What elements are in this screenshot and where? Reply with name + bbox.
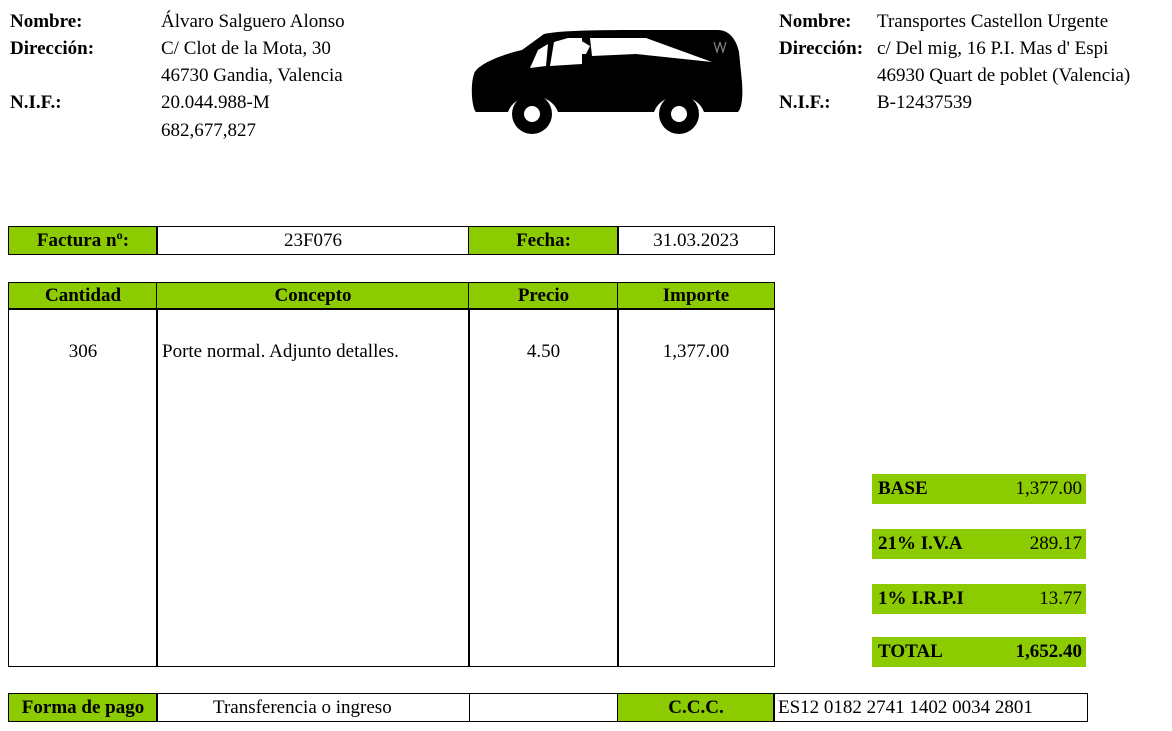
cliente-nif-label: N.I.F.:	[779, 92, 831, 113]
factura-fecha: 31.03.2023	[617, 226, 775, 255]
emisor-telefono: 682,677,827	[161, 120, 256, 141]
van-icon	[466, 16, 748, 134]
emisor-nombre: Álvaro Salguero Alonso	[161, 11, 345, 32]
row-precio: 4.50	[526, 341, 561, 362]
row-concepto: Porte normal. Adjunto detalles.	[162, 341, 399, 362]
cliente-direccion-2: 46930 Quart de poblet (Valencia)	[877, 65, 1131, 86]
iva-label: 21% I.V.A	[878, 533, 963, 554]
total-label: TOTAL	[878, 641, 943, 662]
emisor-direccion-2: 46730 Gandia, Valencia	[161, 65, 343, 86]
ccc-label: C.C.C.	[617, 693, 775, 722]
ccc-value: ES12 0182 2741 1402 0034 2801	[773, 693, 1088, 722]
factura-fecha-label: Fecha:	[468, 226, 619, 255]
emisor-nif: 20.044.988-M	[161, 92, 270, 113]
emisor-direccion-1: C/ Clot de la Mota, 30	[161, 38, 331, 59]
iva-value: 289.17	[1029, 533, 1082, 554]
header-cantidad: Cantidad	[8, 282, 158, 310]
emisor-nif-label: N.I.F.:	[10, 92, 62, 113]
row-importe: 1,377.00	[662, 341, 730, 362]
total-value: 1,652.40	[1015, 641, 1082, 662]
cliente-nombre: Transportes Castellon Urgente	[877, 11, 1109, 32]
cliente-direccion-label: Dirección:	[779, 38, 864, 59]
base-label: BASE	[878, 478, 928, 499]
total-iva-row	[872, 529, 1086, 559]
header-precio: Precio	[468, 282, 619, 310]
total-base-row	[872, 474, 1086, 504]
emisor-direccion-label: Dirección:	[10, 38, 95, 59]
cliente-nombre-label: Nombre:	[779, 11, 852, 32]
header-concepto: Concepto	[156, 282, 470, 310]
total-total-row	[872, 637, 1086, 667]
cliente-direccion-1: c/ Del mig, 16 P.I. Mas d' Espi	[877, 38, 1109, 59]
base-value: 1,377.00	[1015, 478, 1082, 499]
emisor-nombre-label: Nombre:	[10, 11, 83, 32]
forma-pago-value: Transferencia o ingreso	[156, 693, 470, 722]
cliente-nif: B-12437539	[877, 92, 972, 113]
irpf-label: 1% I.R.P.I	[878, 588, 964, 609]
row-cantidad: 306	[68, 341, 98, 362]
forma-pago-label: Forma de pago	[8, 693, 158, 722]
total-irpf-row	[872, 584, 1086, 614]
irpf-value: 13.77	[1039, 588, 1082, 609]
pago-spacer	[468, 693, 619, 722]
factura-numero: 23F076	[156, 226, 470, 255]
factura-numero-label: Factura nº:	[8, 226, 158, 255]
header-importe: Importe	[617, 282, 775, 310]
